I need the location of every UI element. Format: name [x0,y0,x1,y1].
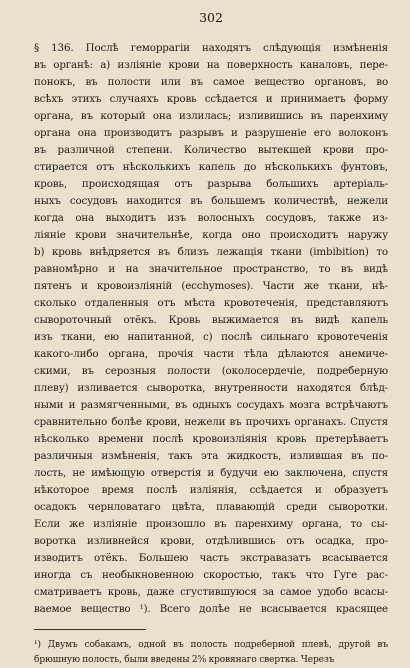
text-line: органа она производитъ разрывъ и разрушеніе его волоконъ [34,127,388,139]
text-line: какого-либо органа, прочія части тѣла дѣлаются анемиче- [34,348,388,360]
text-line: понокъ, въ полости или въ самое вещество органовъ, во [34,76,388,88]
text-line: § 136. Послѣ геморрагіи находятъ слѣдующія измѣненія [34,42,388,54]
text-line: сравнительно болѣе крови, нежели въ прочихъ органахъ. Спустя [34,416,388,428]
main-paragraph [34,40,388,618]
text-line: сматриваетъ кровь, даже сгустившуюся за самое удобо всасы- [34,586,388,598]
text-line: когда она выходитъ изъ волосныхъ сосудовъ, также из- [34,212,388,224]
footnote [34,638,388,668]
text-line: изъ ткани, ею напитанной, с) послѣ сильнаго кровотеченія [34,331,388,343]
text-line: кровь, происходящая отъ разрыва большихъ артеріаль- [34,178,388,190]
text-line: осадокъ чернловатаго цвѣта, плавающій среди сыворотки. [34,501,388,513]
text-line: сывороточный отёкъ. Кровь выжимается въ видѣ капель [34,314,388,326]
text-line: ваемое вещество ¹). Всего долѣе не всасывается красящее [34,603,388,615]
text-line: нѣкоторое время послѣ изліянія, ссѣдается и образуетъ [34,484,388,496]
text-line: изводитъ отёкъ. Большею часть экстравазатъ всасывается [34,552,388,564]
text-line: органа, въ который она излилась; изливишись въ паренхиму [34,110,388,122]
text-line: ными и размягченными, въ одныхъ сосудахъ мозга встрѣчаютъ [34,399,388,411]
text-line: b) кровь внѣдряется въ близъ лежащія ткани (imbibition) то [34,246,388,258]
page-number: 302 [199,10,223,25]
text-line: скими, въ серозныя полости (околосердечіе, подреберную [34,365,388,377]
text-line: въ органѣ: а) изліяніе крови на поверхность каналовъ, пере- [34,59,388,71]
text-line: плеву) изливается сыворотка, внутренности находятся блѣд- [34,382,388,394]
text-line: стирается отъ нѣсколькихъ капель до нѣсколькихъ фунтовъ, [34,161,388,173]
text-line: нѣсколько времени послѣ кровоизліянія кровь претерѣваетъ [34,433,388,445]
footnote-line: брюшную полость, были введены 2⅝ кровянаго свертка. Черезъ [34,655,335,665]
footnote-divider [34,629,146,630]
text-line: Если же изліяніе произошло въ паренхиму органа, то сы- [34,518,388,530]
text-line: пятенъ и кровоизліяній (ecchymoses). Части же ткани, нѣ- [34,280,388,292]
text-line: въ различной степени. Количество вытекшей крови про- [34,144,388,156]
text-line: ліяніе крови значительнѣе, когда оно происходитъ наружу [34,229,388,241]
footnote-line: ¹) Двумъ собакамъ, одной въ полость подреберной плевѣ, другой въ [34,640,388,650]
text-line: всѣхъ этихъ случаяхъ кровь ссѣдается и принимаетъ форму [34,93,388,105]
text-line: равномѣрно и на значительное пространство, то въ видѣ [34,263,388,275]
text-line: иногда съ необыкновенною скоростью, такъ что Гуге рас- [34,569,388,581]
text-line: лость, не имѣющую отверстія и будучи ею заключена, спустя [34,467,388,479]
text-line: различныя измѣненія, такъ эта жидкость, излившая въ по- [34,450,388,462]
text-line: сколько отдаленныя отъ мѣста кровотеченія, представляютъ [34,297,388,309]
text-line: ныхъ сосудовъ находится въ большемъ количествѣ, нежели [34,195,388,207]
text-line: воротка изливнейся крови, отдѣлившись отъ осадка, про- [34,535,388,547]
